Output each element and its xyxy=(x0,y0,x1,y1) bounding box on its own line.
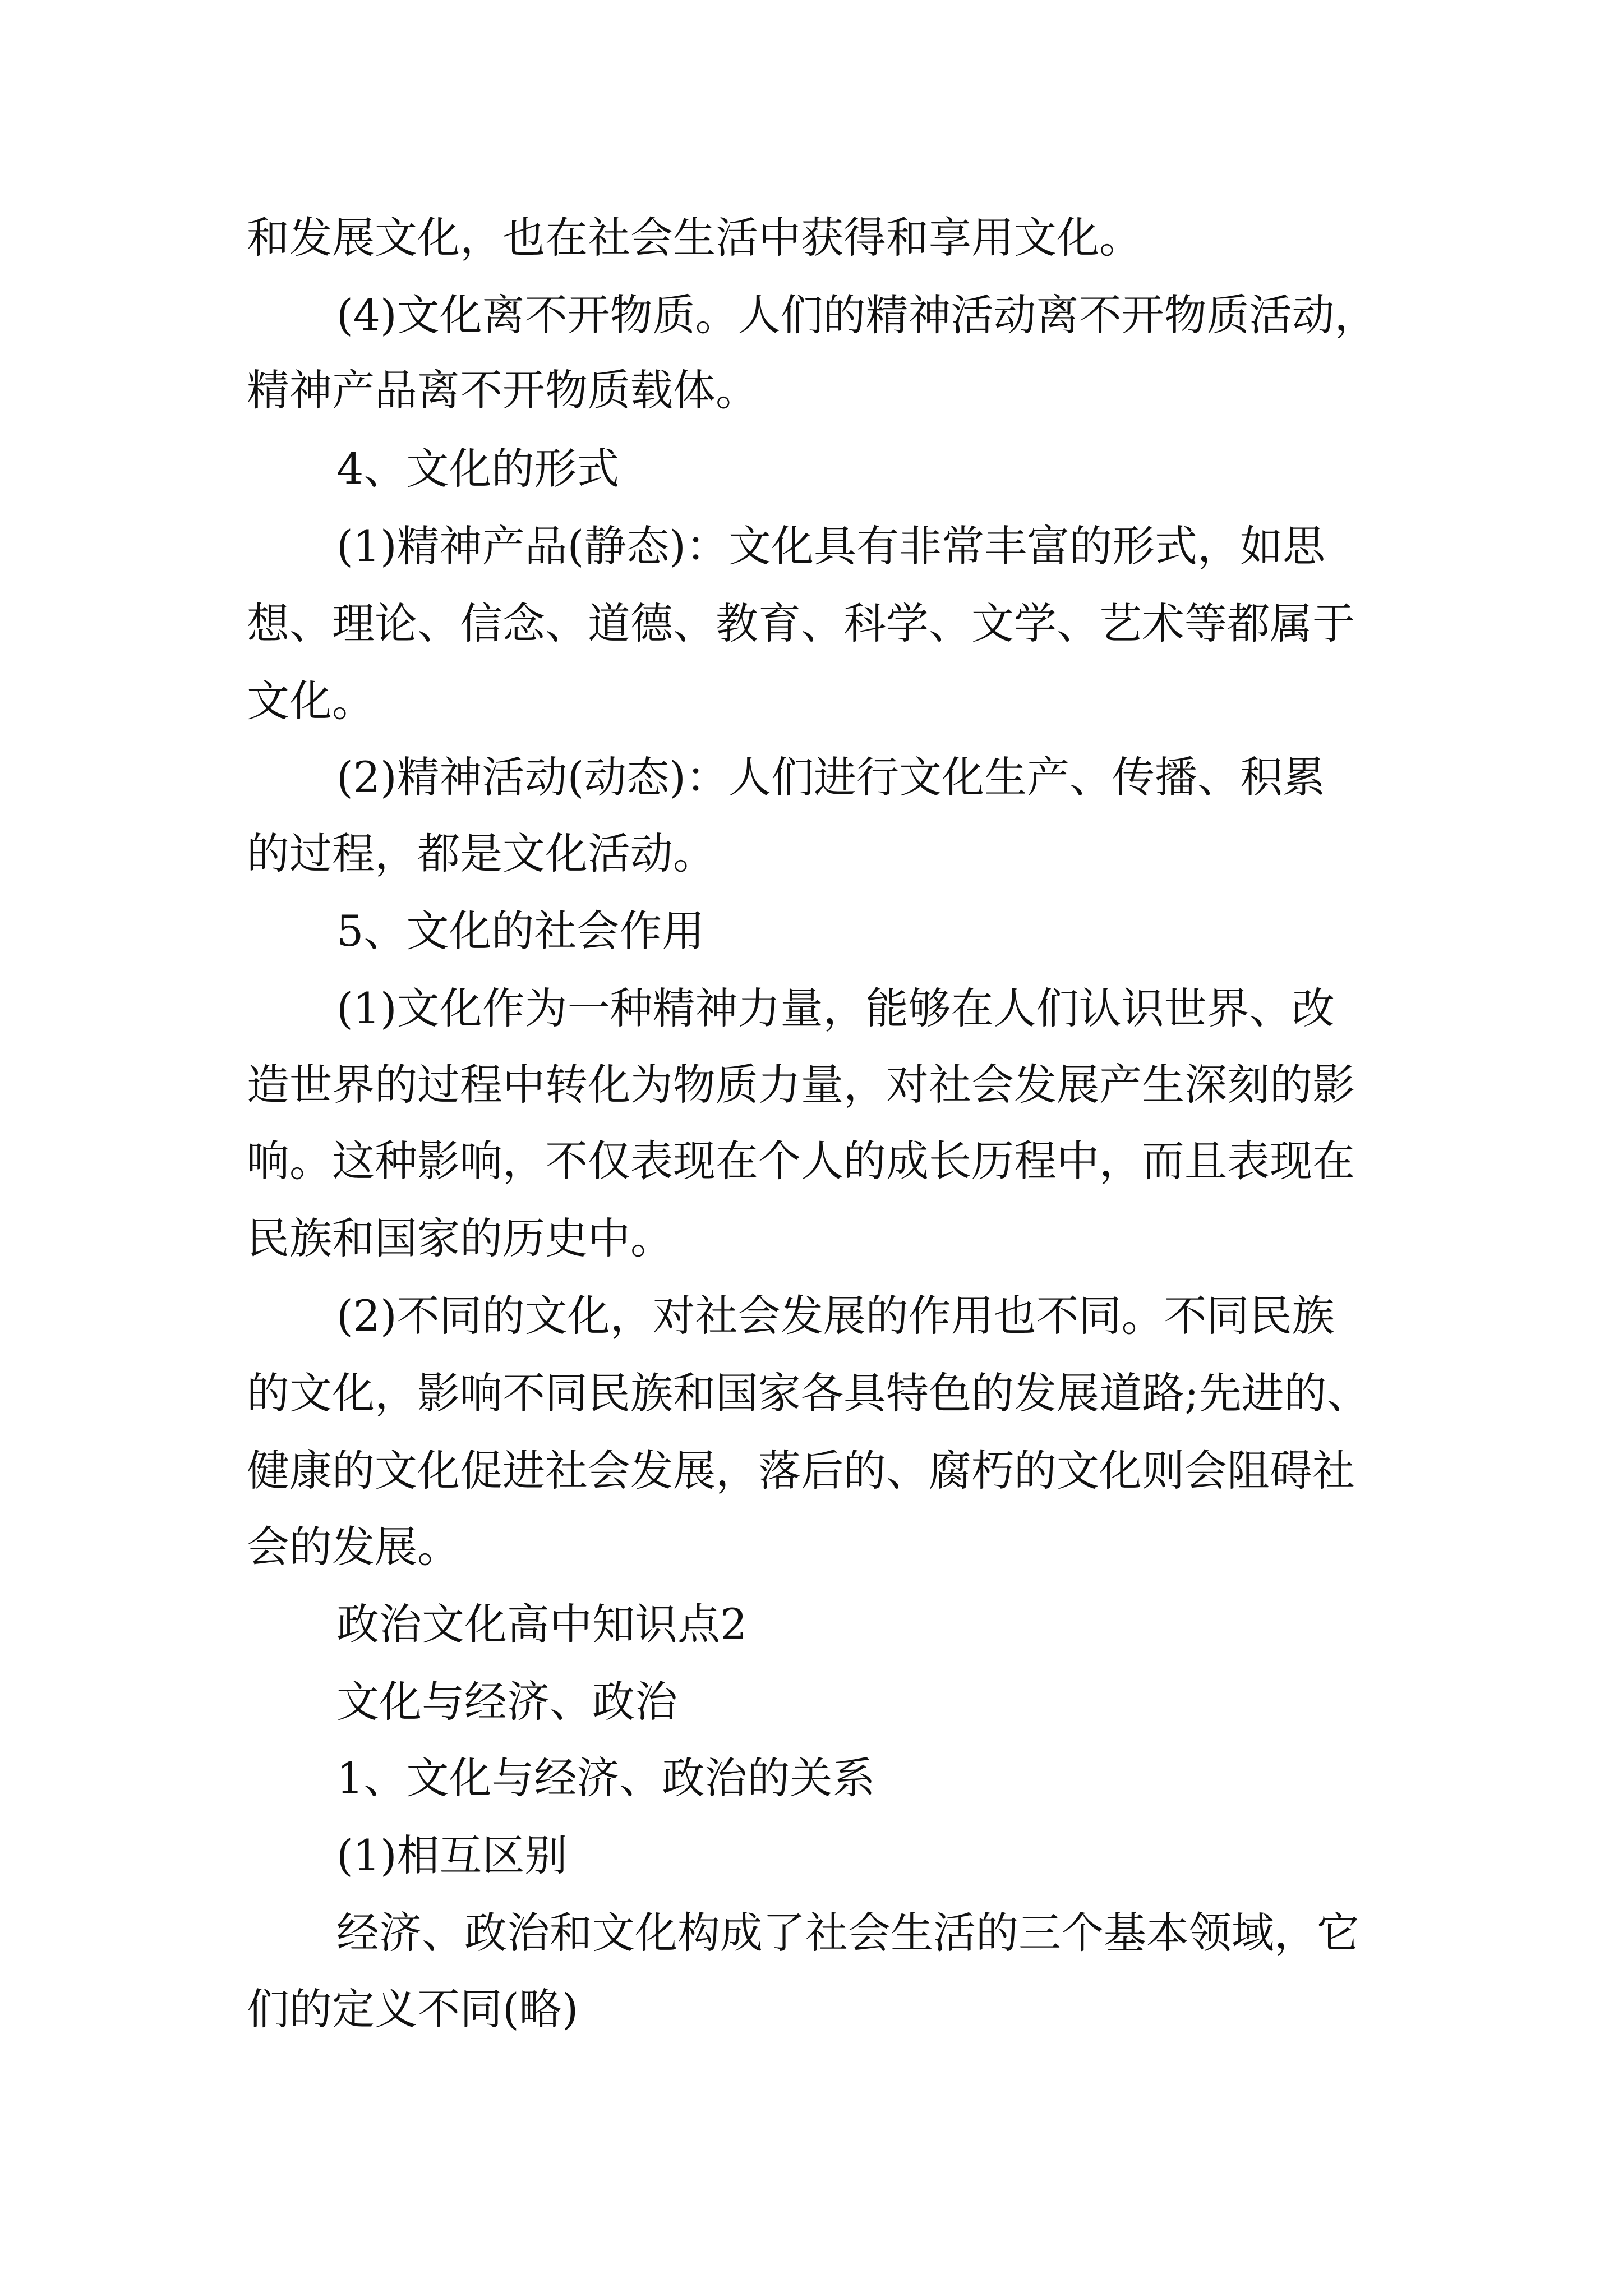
text-line: (4)文化离不开物质。人们的精神活动离不开物质活动， xyxy=(336,290,1377,340)
text-line: 文化。 xyxy=(247,676,375,726)
text-line: 健康的文化促进社会发展，落后的、腐朽的文化则会阻碍社 xyxy=(247,1446,1355,1496)
text-line: (1)精神产品(静态)：文化具有非常丰富的形式，如思 xyxy=(336,521,1325,571)
text-line: (2)精神活动(动态)：人们进行文化生产、传播、积累 xyxy=(336,752,1325,802)
text-line: 会的发展。 xyxy=(247,1522,460,1572)
text-line: 们的定义不同(略) xyxy=(247,1984,579,2034)
section-heading: 4、文化的形式 xyxy=(336,444,620,494)
text-line: 精神产品离不开物质载体。 xyxy=(247,365,758,415)
text-line: 经济、政治和文化构成了社会生活的三个基本领域，它 xyxy=(336,1908,1359,1958)
text-line: 的过程，都是文化活动。 xyxy=(247,829,716,878)
document-title: 政治文化高中知识点2 xyxy=(336,1599,748,1649)
subsection-heading: (1)相互区别 xyxy=(336,1830,568,1880)
section-heading: 1、文化与经济、政治的关系 xyxy=(336,1753,875,1803)
text-line: 民族和国家的历史中。 xyxy=(247,1213,673,1263)
text-line: 和发展文化，也在社会生活中获得和享用文化。 xyxy=(247,213,1142,263)
section-heading: 5、文化的社会作用 xyxy=(336,906,705,956)
section-heading: 文化与经济、政治 xyxy=(336,1677,677,1727)
text-line: 的文化，影响不同民族和国家各具特色的发展道路;先进的、 xyxy=(247,1368,1370,1418)
text-line: (2)不同的文化，对社会发展的作用也不同。不同民族 xyxy=(336,1291,1335,1341)
text-line: 响。这种影响，不仅表现在个人的成长历程中，而且表现在 xyxy=(247,1136,1355,1186)
text-line: 想、理论、信念、道德、教育、科学、文学、艺术等都属于 xyxy=(247,599,1355,648)
text-line: (1)文化作为一种精神力量，能够在人们认识世界、改 xyxy=(336,983,1335,1033)
text-line: 造世界的过程中转化为物质力量，对社会发展产生深刻的影 xyxy=(247,1060,1355,1110)
